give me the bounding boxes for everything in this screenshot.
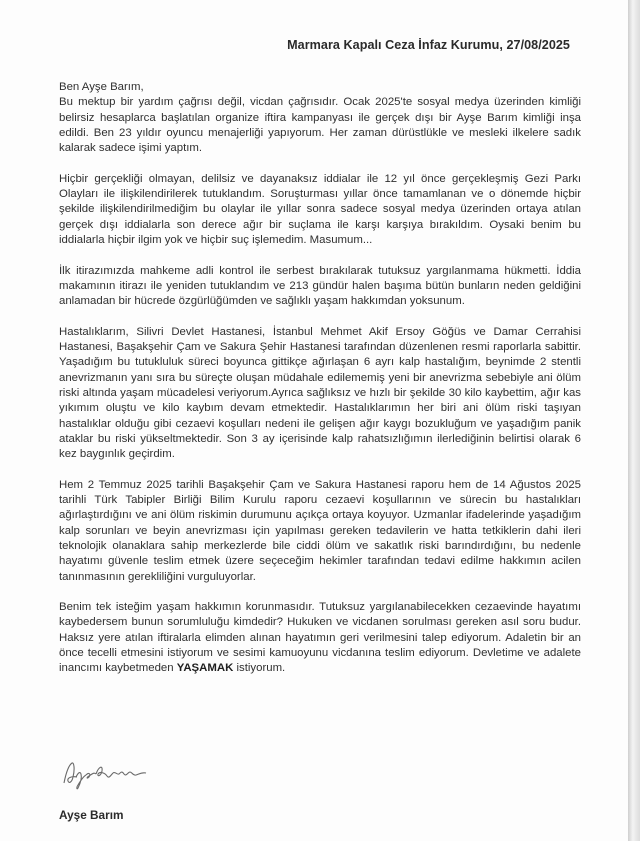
paragraph-accusation: Hiçbir gerçekliği olmayan, delilsiz ve dayanaksız iddialar ile 12 yıl önce gerçekleşmiş Gezi Parkı Olayları ile ilişkilendirilerek tutuklandım. Soruşturması yıllar önce tamamlanan ve o dönemde hiçbir şekilde ilişkilendirilmediğim bu olaylar ile yıllar sonra sadece sosyal medya üzerinden ortaya atılan gerçek dışı iddialarla son derece ağır bir suçlama ile karşı karşıya bırakıldım. Oysaki benim bu iddialarla hiçbir ilgim yok ve hiçbir suç işlemedim. Masumum... bbox=[59, 172, 581, 246]
closing-text-end: istiyorum. bbox=[233, 662, 286, 675]
paragraph-intro: Bu mektup bir yardım çağrısı değil, vicdan çağrısıdır. Ocak 2025'te sosyal medya üzerinden kimliği belirsiz hesaplarca başlatılan organize iftira kampanyası ile gerçek dışı bir Ayşe Barım kimliği inşa edildi. Ben 23 yıldır oyuncu menajerliği yapıyorum. Her zaman dürüstlükle ve mesleki ilkelere sadık kalarak sadece işimi yaptım. bbox=[59, 96, 581, 155]
letter-body bbox=[59, 80, 581, 692]
closing-text: Benim tek isteğim yaşam hakkımın korunmasıdır. Tutuksuz yargılanabilecekken cezaevinde hayatımı kaybedersem bunun sorumluluğu kimdedir? Hukuken ve vicdanen sorulması gereken asıl soru budur. Haksız yere atılan iftiralarla elimden alınan hayatımın geri verilmesini talep ediyorum. Adaletin bir an önce tecelli etmesini istiyorum ve sesimi kamuoyunu vicdanına teslim ediyorum. Devletime ve adalete inancımı kaybetmeden bbox=[59, 601, 581, 675]
paragraph-detention: İlk itirazımızda mahkeme adli kontrol ile serbest bırakılarak tutuksuz yargılanmama hükmetti. İddia makamının itirazı ile yeniden tutuklandım ve 213 gündür halen başıma bütün bunların neden geldiğini anlamadan bir hücrede özgürlüğümden ve sağlıklı yaşam hakkımdan yoksunum. bbox=[59, 264, 581, 308]
handwritten-signature bbox=[60, 757, 150, 793]
page-edge-shadow bbox=[628, 0, 640, 841]
paragraph-reports: Hem 2 Temmuz 2025 tarihli Başakşehir Çam ve Sakura Hastanesi raporu hem de 14 Ağustos 2025 tarihli Türk Tabipler Birliği Bilim Kurulu raporu cezaevi koşullarının ve sürecin bu hastalıkları ağırlaştırdığını ve ani ölüm riskimin durumunu açıkça ortaya koyuyor. Uzmanlar ifadelerinde yaşadığım kalp sorunları ve beyin anevrizması için yapılması gereken tedavilerin ve hatta tetkiklerin dahi ileri teknolojik olanaklara sahip merkezlerde bile ciddi ölüm ve sakatlık riski barındırdığını, bu nedenle hayatımı güvenle teslim etmek üzere seçeceğim hekimler tarafından tedavi edilme hakkımın acilen tanınmasının gerekliliğini vurguluyorlar. bbox=[59, 478, 581, 583]
paragraph-closing bbox=[59, 600, 581, 676]
salutation: Ben Ayşe Barım, bbox=[59, 81, 144, 93]
signer-name: Ayşe Barım bbox=[59, 808, 124, 822]
paragraph-health: Hastalıklarım, Silivri Devlet Hastanesi, İstanbul Mehmet Akif Ersoy Göğüs ve Damar Cerrahisi Hastanesi, Başakşehir Çam ve Sakura Şehir Hastanesi tarafından düzenlenen resmi raporlarla sabittir. Yaşadığım bu tutukluluk süreci boyunca gittikçe ağırlaşan 6 ayrı kalp hastalığım, beynimde 2 stentli anevrizmanın yanı sıra bu süreçte oluşan müdahale edilememiş yeni bir anevrizma sebebiyle ani ölüm riski altında yaşam mücadelesi veriyorum.Ayrıca sağlıksız ve hızlı bir şekilde 30 kilo kaybettim, ağır kas yıkımım oluştu ve kilo kaybım devam etmektedir. Hastalıklarımın her biri ani ölüm riski taşıyan hastalıklar olduğu gibi cezaevi koşulları nedeni ile gelişen ağır kaygı bozukluğum ve yaşadığım panik ataklar bu riski yükseltmektedir. Son 3 ay içerisinde kalp rahatsızlığımın ilerlediğinin belirtisi olarak 6 kez baygınlık geçirdim. bbox=[59, 325, 581, 461]
emphasis-yasamak: YAŞAMAK bbox=[176, 662, 234, 675]
location-date-header: Marmara Kapalı Ceza İnfaz Kurumu, 27/08/2025 bbox=[287, 38, 570, 52]
